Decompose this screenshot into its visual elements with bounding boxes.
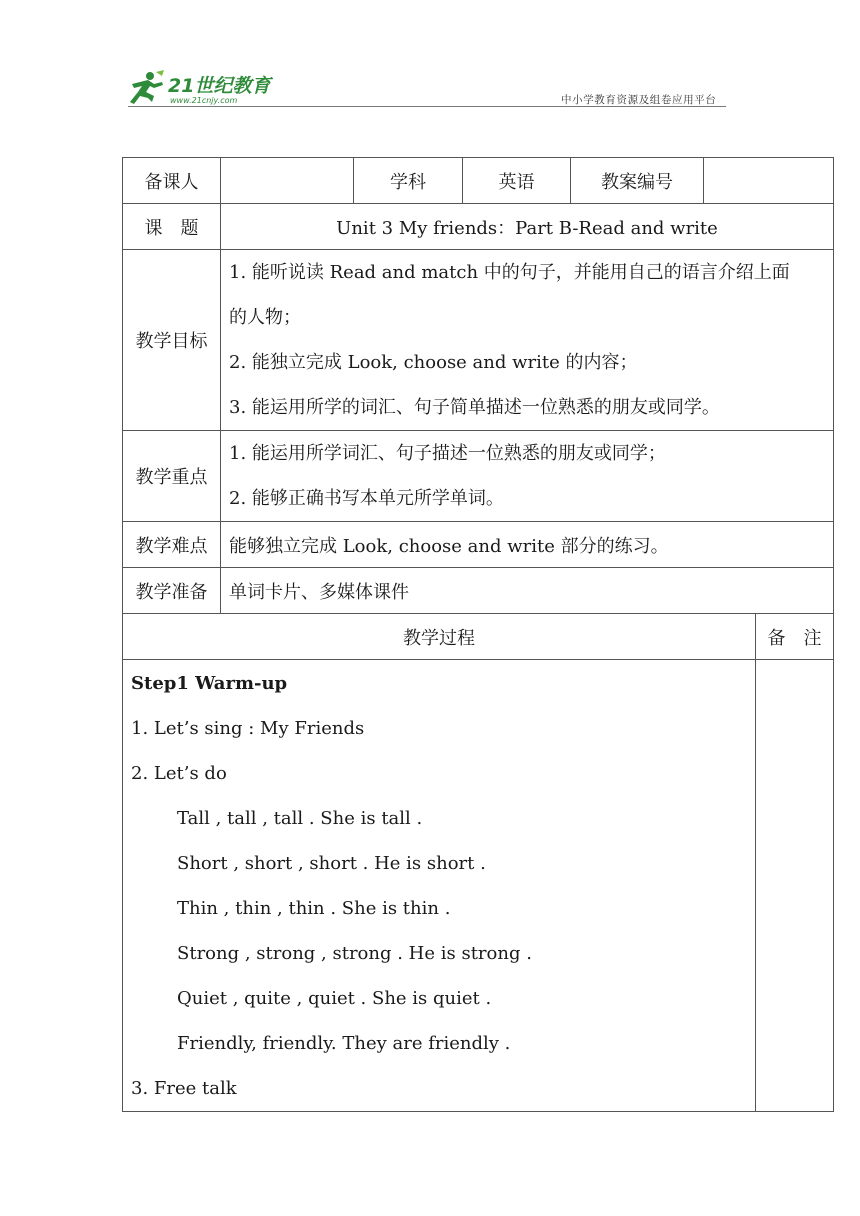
step-item: 2. Let’s do xyxy=(131,763,227,784)
process-steps xyxy=(123,660,756,1112)
site-logo xyxy=(128,70,278,108)
key-point-line: 1. 能运用所学词汇、句子描述一位熟悉的朋友或同学； xyxy=(229,443,666,464)
plan-no-value xyxy=(704,158,834,204)
goals-cell xyxy=(221,250,834,431)
chant-line: Tall , tall , tall . She is tall . xyxy=(177,808,423,829)
difficulty-value: 能够独立完成 Look, choose and write 部分的练习。 xyxy=(221,522,834,568)
topic-label: 课 题 xyxy=(123,204,221,250)
runner-icon xyxy=(130,70,164,104)
prep-label: 教学准备 xyxy=(123,568,221,614)
chant-line: Strong , strong , strong . He is strong . xyxy=(177,943,532,964)
row-process-header xyxy=(123,614,834,660)
row-preparation xyxy=(123,568,834,614)
process-label: 教学过程 xyxy=(123,614,756,660)
chant-line: Short , short , short . He is short . xyxy=(177,853,486,874)
chant-line: Friendly, friendly. They are friendly . xyxy=(177,1033,511,1054)
difficulty-label: 教学难点 xyxy=(123,522,221,568)
header-divider xyxy=(128,106,726,107)
step-title: Step1 Warm-up xyxy=(131,673,288,694)
logo-url-text: www.21cnjy.com xyxy=(170,96,238,105)
subject-value: 英语 xyxy=(463,158,571,204)
logo-main-text: 21世纪教育 xyxy=(168,75,271,97)
row-goals xyxy=(123,250,834,431)
row-process-body xyxy=(123,660,834,1112)
goal-line: 1. 能听说读 Read and match 中的句子，并能用自己的语言介绍上面 xyxy=(229,262,790,283)
goal-line: 3. 能运用所学的词汇、句子简单描述一位熟悉的朋友或同学。 xyxy=(229,397,720,418)
plan-no-label: 教案编号 xyxy=(571,158,704,204)
step-item: 1. Let’s sing : My Friends xyxy=(131,718,365,739)
platform-tagline: 中小学教育资源及组卷应用平台 xyxy=(561,94,717,106)
lesson-plan-table xyxy=(122,157,834,1112)
key-label: 教学重点 xyxy=(123,431,221,522)
key-cell xyxy=(221,431,834,522)
key-point-line: 2. 能够正确书写本单元所学单词。 xyxy=(229,488,504,509)
preparer-label: 备课人 xyxy=(123,158,221,204)
row-key-points xyxy=(123,431,834,522)
goal-line: 的人物； xyxy=(229,307,301,328)
goals-label: 教学目标 xyxy=(123,250,221,431)
subject-label: 学科 xyxy=(354,158,463,204)
chant-line: Quiet , quite , quiet . She is quiet . xyxy=(177,988,492,1009)
chant-line: Thin , thin , thin . She is thin . xyxy=(177,898,451,919)
goal-line: 2. 能独立完成 Look, choose and write 的内容； xyxy=(229,352,638,373)
topic-value: Unit 3 My friends：Part B-Read and write xyxy=(221,204,834,250)
notes-label: 备 注 xyxy=(756,614,834,660)
row-preparer xyxy=(123,158,834,204)
step-item: 3. Free talk xyxy=(131,1078,237,1099)
row-topic xyxy=(123,204,834,250)
preparer-value xyxy=(221,158,354,204)
prep-value: 单词卡片、多媒体课件 xyxy=(221,568,834,614)
notes-cell xyxy=(756,660,834,1112)
row-difficulty xyxy=(123,522,834,568)
